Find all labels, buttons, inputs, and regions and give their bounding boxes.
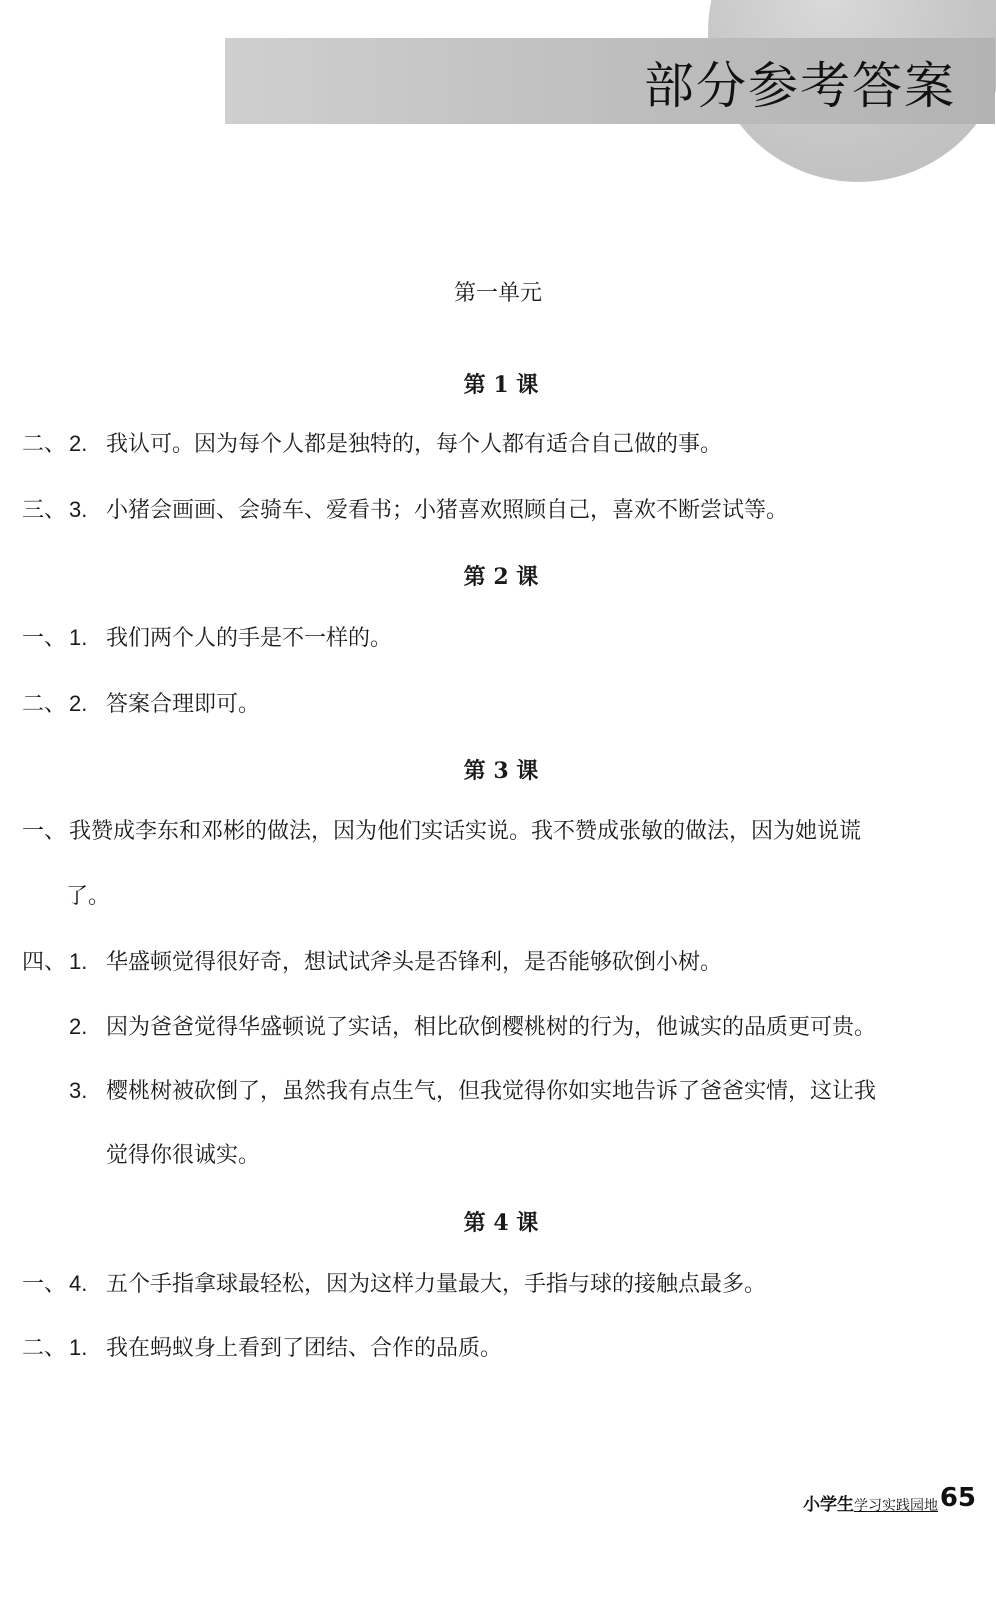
answer-text: 我赞成李东和邓彬的做法，因为他们实话实说。我不赞成张敏的做法，因为她说谎 (69, 819, 862, 844)
answer-line (22, 496, 788, 525)
answer-number: 1. (69, 949, 88, 974)
answer-marker: 四、 (22, 950, 67, 975)
lesson-title-2: 第 2 课 (463, 564, 539, 590)
answer-line (69, 1013, 876, 1042)
answer-text: 我认可。因为每个人都是独特的，每个人都有适合自己做的事。 (106, 432, 723, 457)
answer-line (22, 818, 861, 846)
answer-marker: 一、 (22, 819, 67, 844)
footer-brand (803, 1490, 938, 1515)
answer-marker: 三、 (22, 498, 67, 523)
answer-line (69, 1077, 876, 1106)
answer-marker: 二、 (22, 432, 67, 457)
answer-line (22, 624, 392, 653)
answer-line (66, 883, 110, 911)
answer-number: 3. (69, 1078, 88, 1103)
answer-line (22, 1270, 766, 1299)
answer-number: 2. (69, 691, 88, 716)
answer-line (22, 430, 722, 459)
unit-title: 第一单元 (453, 281, 542, 306)
answer-marker: 一、 (22, 626, 67, 651)
answer-text: 华盛顿觉得很好奇，想试试斧头是否锋利，是否能够砍倒小树。 (106, 950, 723, 975)
answer-marker: 一、 (22, 1272, 67, 1297)
answer-number: 3. (69, 497, 88, 522)
answer-number: 4. (69, 1271, 88, 1296)
answer-text: 小猪会画画、会骑车、爱看书；小猪喜欢照顾自己，喜欢不断尝试等。 (106, 498, 789, 523)
answer-marker: 二、 (22, 692, 67, 717)
answer-number: 1. (69, 1335, 88, 1360)
answer-text: 五个手指拿球最轻松，因为这样力量最大，手指与球的接触点最多。 (106, 1272, 767, 1297)
answer-text: 樱桃树被砍倒了，虽然我有点生气，但我觉得你如实地告诉了爸爸实情，这让我 (106, 1079, 877, 1104)
answer-line (106, 1142, 260, 1170)
answer-text: 答案合理即可。 (106, 692, 261, 717)
footer-brand-subtitle: 学习实践园地 (854, 1498, 938, 1514)
lesson-title-4: 第 4 课 (463, 1210, 539, 1236)
answer-text: 我们两个人的手是不一样的。 (106, 626, 393, 651)
answer-line (22, 948, 722, 977)
footer-brand-name: 小学生 (803, 1495, 854, 1515)
lesson-title-3: 第 3 课 (463, 758, 539, 784)
lesson-title-1: 第 1 课 (463, 372, 539, 398)
answer-number: 2. (69, 1014, 88, 1039)
answer-text: 了。 (66, 884, 111, 909)
answer-number: 2. (69, 431, 88, 456)
answer-text: 觉得你很诚实。 (106, 1143, 261, 1168)
answer-number: 1. (69, 625, 88, 650)
answer-line (22, 690, 260, 719)
page-title: 部分参考答案 (644, 57, 956, 115)
page-number: 65 (939, 1483, 976, 1513)
answer-text: 因为爸爸觉得华盛顿说了实话，相比砍倒樱桃树的行为，他诚实的品质更可贵。 (106, 1015, 877, 1040)
answer-line (22, 1334, 502, 1363)
answer-text: 我在蚂蚁身上看到了团结、合作的品质。 (106, 1336, 503, 1361)
answer-marker: 二、 (22, 1336, 67, 1361)
